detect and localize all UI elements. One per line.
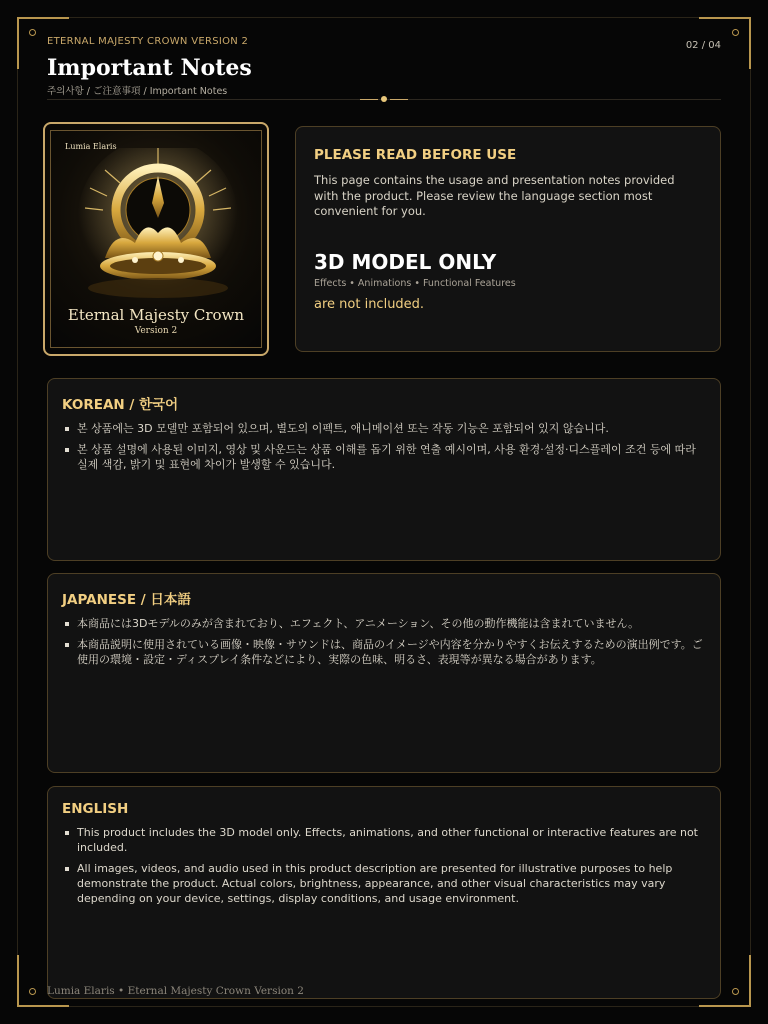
divider-ornament <box>360 97 408 102</box>
model-features-list: Effects • Animations • Functional Features <box>314 277 516 289</box>
list-item: This product includes the 3D model only. Effects, animations, and other functional or interactive features are not included. <box>62 825 706 855</box>
list-item: 本商品には3Dモデルのみが含まれており、エフェクト、アニメーション、その他の動作機能は含まれていません。 <box>62 616 706 631</box>
english-note-list <box>62 825 706 906</box>
list-item: All images, videos, and audio used in this product description are presented for illustrative purposes to help demonstrate the product. Actual colors, brightness, appearance, and other visual characteristics may vary depending on your device, settings, display conditions, and usage environment. <box>62 861 706 906</box>
list-item: 本商品説明に使用されている画像・映像・サウンドは、商品のイメージや内容を分かりやすくお伝えするための演出例です。ご使用の環境・設定・ディスプレイ条件などにより、実際の色味、明るさ、表現等が異なる場合があります。 <box>62 637 706 667</box>
korean-section <box>47 378 721 561</box>
page-header <box>47 36 721 97</box>
page-footer: Lumia Elaris • Eternal Majesty Crown Version 2 <box>47 985 304 997</box>
notice-body: This page contains the usage and presentation notes provided with the product. Please review the language section most convenient for you. <box>314 173 675 218</box>
crown-illustration <box>65 148 251 308</box>
japanese-section <box>47 573 721 773</box>
image-product-version: Version 2 <box>134 326 178 336</box>
list-item: 본 상품 설명에 사용된 이미지, 영상 및 사운드는 상품 이해를 돕기 위한 연출 예시이며, 사용 환경·설정·디스플레이 조건 등에 따라 실제 색감, 밝기 및 표현에 차이가 발생할 수 있습니다. <box>62 442 706 472</box>
page-number: 02 / 04 <box>685 40 721 51</box>
japanese-note-list <box>62 616 706 667</box>
image-brand-text: Lumia Elaris <box>65 142 117 151</box>
japanese-section-title: JAPANESE / 日本語 <box>62 592 191 608</box>
list-item: 본 상품에는 3D 모델만 포함되어 있으며, 별도의 이펙트, 애니메이션 또는 작동 기능은 포함되어 있지 않습니다. <box>62 421 706 436</box>
model-features-note: are not included. <box>314 296 425 312</box>
notice-card <box>295 126 721 352</box>
korean-section-title: KOREAN / 한국어 <box>62 397 179 413</box>
model-only-title: 3D MODEL ONLY <box>314 249 497 274</box>
korean-note-list <box>62 421 706 472</box>
notice-title: PLEASE READ BEFORE USE <box>314 147 517 163</box>
image-product-title: Eternal Majesty Crown <box>67 306 245 324</box>
page-title: Important Notes <box>47 55 252 81</box>
product-image <box>43 122 269 356</box>
page-subtitle: 주의사항 / ご注意事項 / Important Notes <box>47 86 228 97</box>
series-label: ETERNAL MAJESTY CROWN VERSION 2 <box>47 36 249 47</box>
english-section <box>47 786 721 999</box>
english-section-title: ENGLISH <box>62 801 129 817</box>
